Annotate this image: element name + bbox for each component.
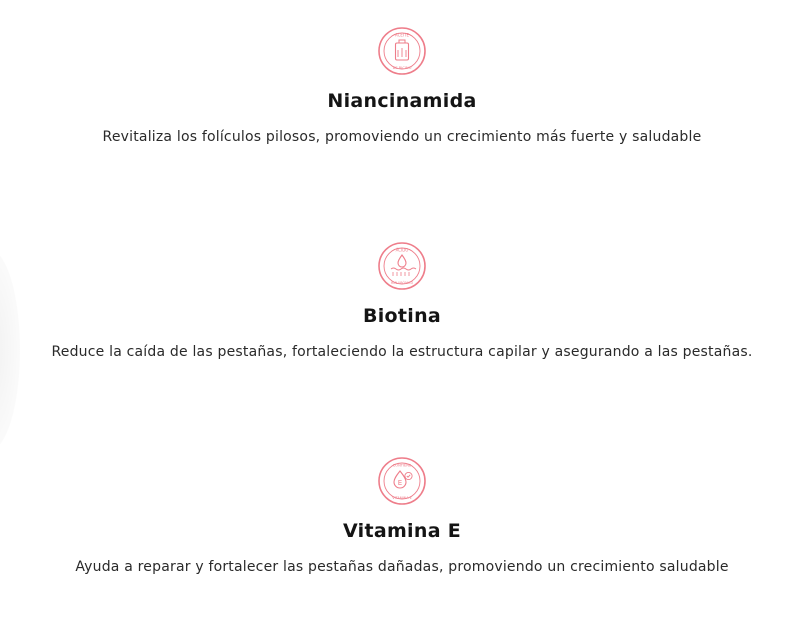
svg-text:CONTIENE: CONTIENE [392,463,412,468]
castor-oil-bottle-icon [377,26,427,76]
feature-title: Vitamina E [342,520,462,542]
feature-biotina [0,241,804,362]
feature-description: Ayuda a reparar y fortalecer las pestañas dañadas, promoviendo un crecimiento saludable [75,559,729,575]
svg-text:ÁCIDO: ÁCIDO [395,247,409,253]
feature-title: Niancinamida [327,90,477,112]
svg-text:ACEITE: ACEITE [394,32,410,38]
vitamin-e-drop-icon [377,456,427,506]
feature-description: Revitaliza los folículos pilosos, promoviendo un crecimiento más fuerte y saludable [102,129,702,145]
svg-text:VITAMINA E: VITAMINA E [392,496,412,500]
hyaluronic-acid-drop-icon [377,241,427,291]
feature-description: Reduce la caída de las pestañas, fortaleciendo la estructura capilar y asegurando a las pestañas. [51,344,753,360]
feature-title: Biotina [362,305,442,327]
svg-text:HIALURÓNICO: HIALURÓNICO [390,281,414,285]
svg-text:E: E [397,479,403,487]
feature-niancinamida [0,26,804,147]
svg-text:DE RICINO: DE RICINO [392,66,412,70]
feature-vitamina-e [0,456,804,577]
